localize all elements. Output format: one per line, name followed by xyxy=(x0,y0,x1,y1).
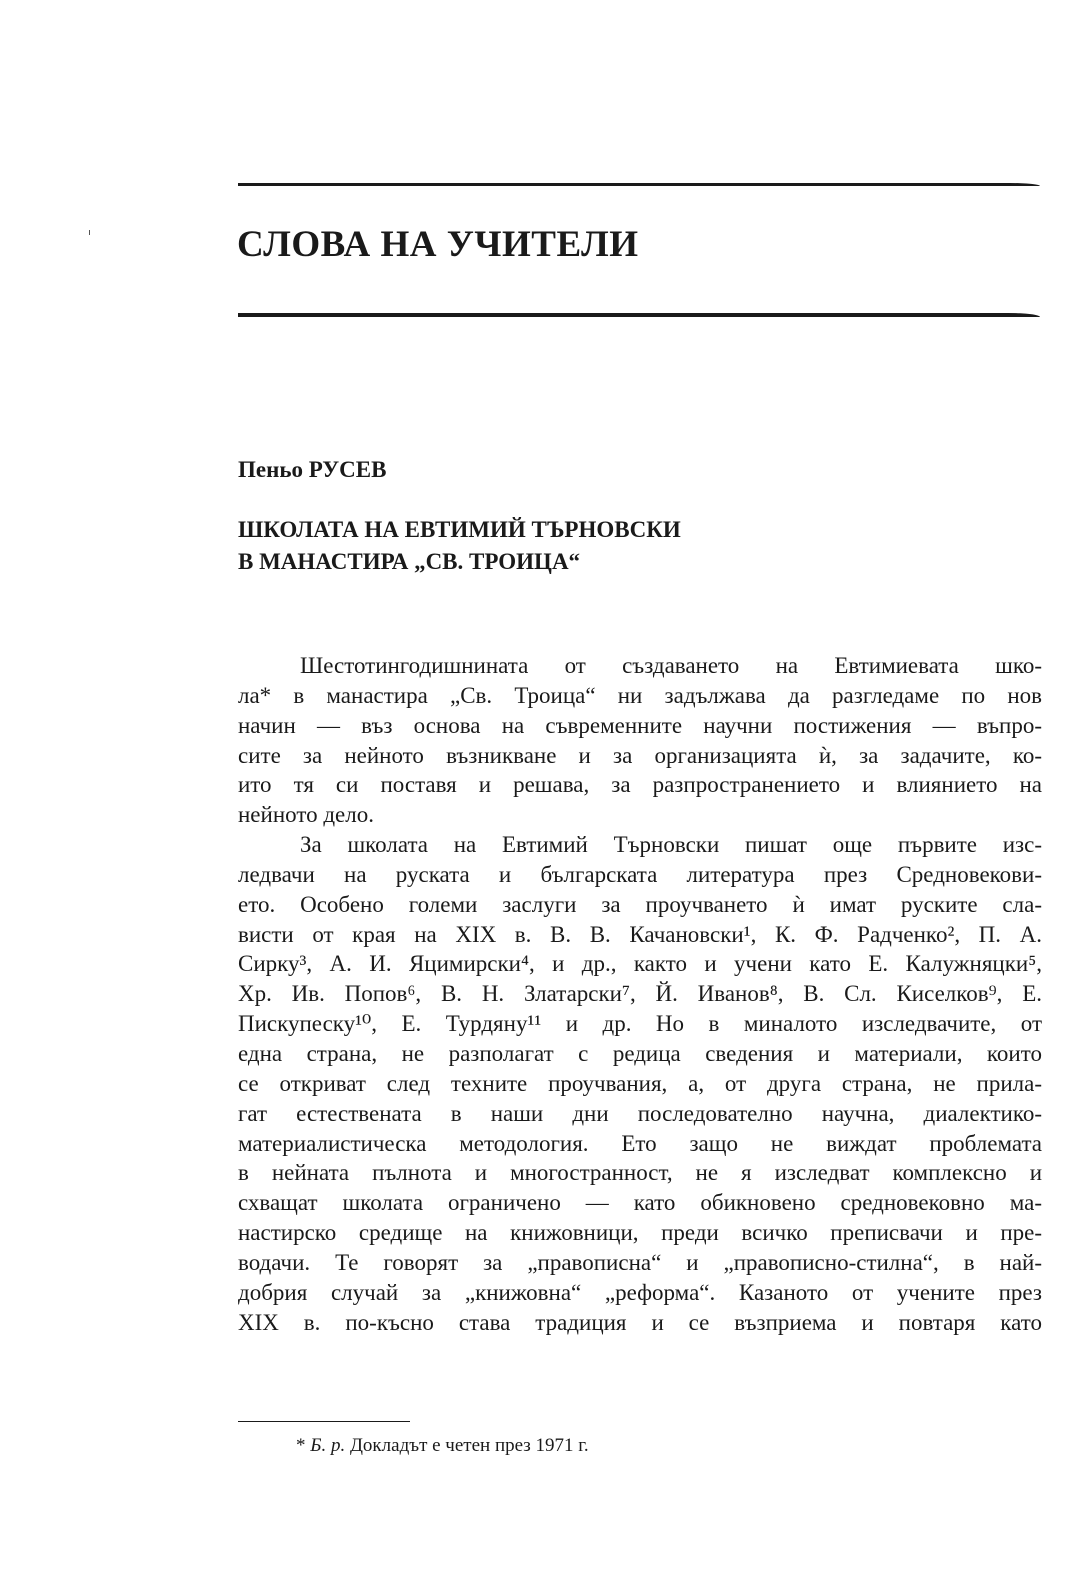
body-line: ледвачи на руската и българската литература през Средновекови- xyxy=(238,861,1042,887)
body-line: материалистическа методология. Ето защо не виждат проблемата xyxy=(238,1130,1042,1156)
body-line: една страна, не разполагат с редица сведения и материали, които xyxy=(238,1040,1042,1066)
body-line: XIX в. по-късно става традиция и се възприема и повтаря като xyxy=(238,1309,1042,1335)
body-line: ето. Особено големи заслуги за проучването ѝ имат руските сла- xyxy=(238,891,1042,917)
author-name: Пеньо РУСЕВ xyxy=(238,457,387,482)
footnote-rule xyxy=(238,1421,410,1422)
body-line: схващат школата ограничено — като обикновено средновековно ма- xyxy=(238,1190,1042,1216)
body-line: в нейната пълнота и многостранност, не я изследват комплексно и xyxy=(238,1160,1042,1186)
section-title: СЛОВА НА УЧИТЕЛИ xyxy=(237,224,639,265)
body-line: ла* в манастира „Св. Троица“ ни задължава да разгледаме по нов xyxy=(238,682,1042,708)
top-rule xyxy=(238,183,1040,186)
body-line: добрия случай за „книжовна“ „реформа“. Казаното от учените през xyxy=(238,1279,1042,1305)
footnote xyxy=(296,1434,589,1458)
footnote-marker: * xyxy=(296,1435,311,1456)
article-title xyxy=(238,514,681,578)
article-title-line: ШКОЛАТА НА ЕВТИМИЙ ТЪРНОВСКИ xyxy=(238,517,681,542)
footnote-abbr: Б. р. xyxy=(310,1435,346,1456)
body-line: Пискупеску¹⁰, Е. Турдяну¹¹ и др. Но в миналото изследвачите, от xyxy=(238,1011,1042,1037)
bottom-rule xyxy=(238,313,1040,317)
article-body xyxy=(238,651,1042,1337)
body-line: Шестотингодишнината от създаването на Евтимиевата шко- xyxy=(300,653,1042,678)
footnote-text: Докладът е четен през 1971 г. xyxy=(345,1435,589,1456)
body-line: се откриват след техните проучвания, а, от друга страна, не прила- xyxy=(238,1070,1042,1096)
body-line: начин — въз основа на съвременните научни постижения — въпро- xyxy=(238,712,1042,738)
body-line: водачи. Те говорят за „правописна“ и „правописно-стилна“, в най- xyxy=(238,1249,1042,1275)
body-line: нейното дело. xyxy=(238,802,374,828)
body-line: сите за нейното възникване и за организацията ѝ, за задачите, ко- xyxy=(238,742,1042,768)
body-line: Хр. Ив. Попов⁶, В. Н. Златарски⁷, Й. Иванов⁸, В. Сл. Киселков⁹, Е. xyxy=(238,981,1042,1007)
scan-mark xyxy=(89,230,90,235)
article-title-line: В МАНАСТИРА „СВ. ТРОИЦА“ xyxy=(238,549,581,574)
body-line: Сирку³, А. И. Яцимирски⁴, и др., както и учени като Е. Калужняцки⁵, xyxy=(238,951,1042,977)
body-line: гат естествената в наши дни последователно научна, диалектико- xyxy=(238,1100,1042,1126)
body-line: За школата на Евтимий Търновски пишат още първите изс- xyxy=(300,832,1042,858)
body-line: висти от края на XIX в. В. В. Качановски¹, К. Ф. Радченко², П. А. xyxy=(238,921,1042,947)
body-line: ито тя си поставя и решава, за разпространението и влиянието на xyxy=(238,772,1042,798)
body-line: настирско средище на книжовници, преди всичко преписвачи и пре- xyxy=(238,1220,1042,1246)
